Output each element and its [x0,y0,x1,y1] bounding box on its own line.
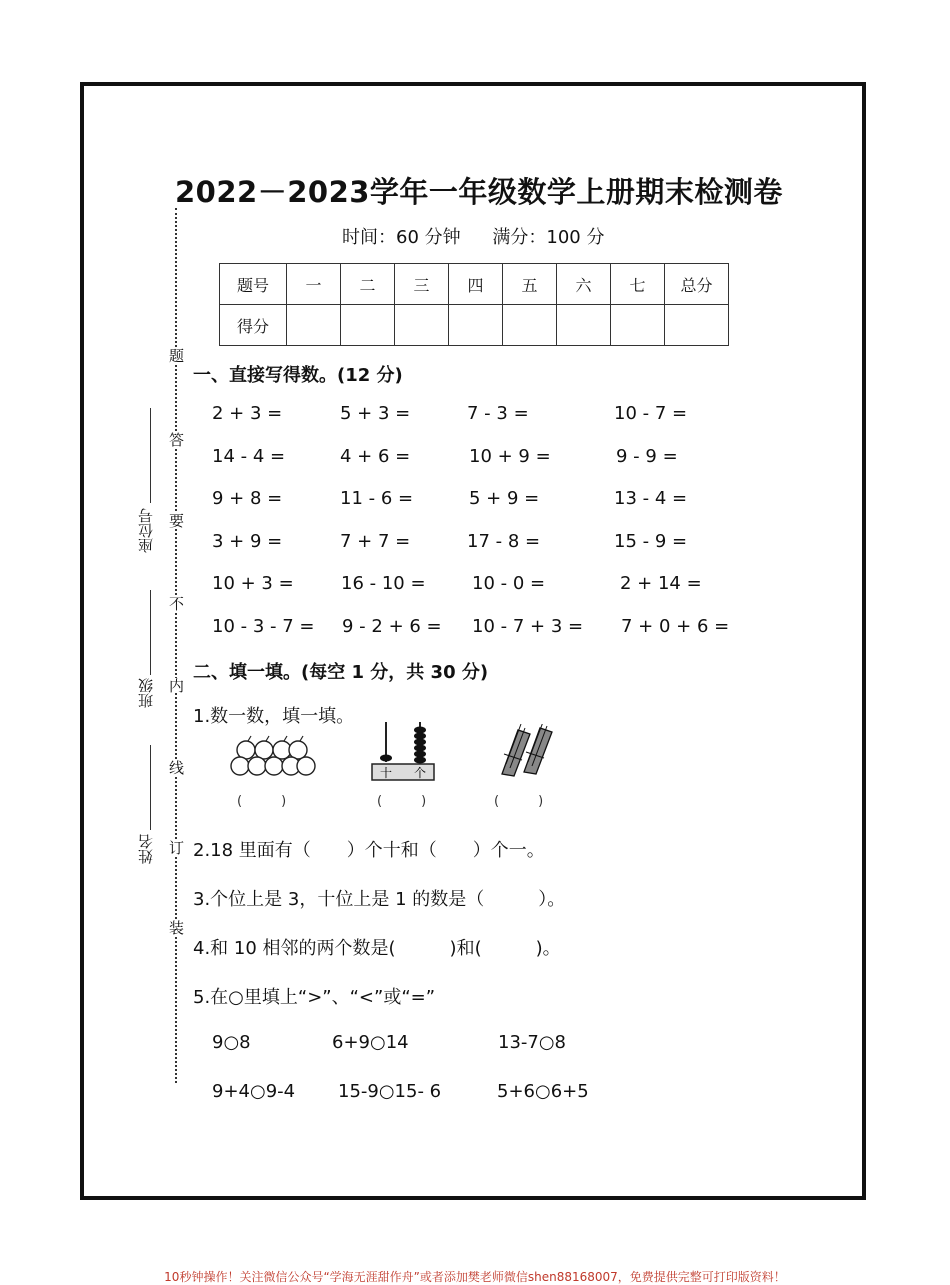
score-input-cell[interactable] [503,305,557,346]
score-cell: 三 [395,264,449,305]
arithmetic-item: 14 - 4 = [212,446,286,467]
answer-blank[interactable]: ( ) [494,794,544,809]
apple-icon [248,757,266,775]
seal-char: 要 [167,513,185,528]
answer-blank[interactable]: ( ) [237,794,287,809]
apple-icon [237,741,255,759]
binding-dotted-line [175,208,177,1083]
question-4: 4.和 10 相邻的两个数是( )和( )。 [193,938,561,959]
class-line[interactable] [150,590,151,675]
arithmetic-item: 10 + 3 = [212,573,294,594]
score-cell: 总分 [665,264,729,305]
score-cell: 七 [611,264,665,305]
score-table-score-row [220,305,729,346]
arithmetic-item: 7 + 0 + 6 = [621,616,730,637]
arithmetic-item: 7 - 3 = [467,403,529,424]
score-cell: 题号 [220,264,287,305]
arithmetic-item: 15 - 9 = [614,531,688,552]
arithmetic-item: 4 + 6 = [340,446,411,467]
score-input-cell[interactable] [449,305,503,346]
stick-bundles-picture [494,724,560,778]
score-cell: 二 [341,264,395,305]
score-table [219,263,729,346]
compare-item: 15-9○15- 6 [338,1081,442,1102]
question-5: 5.在○里填上“>”、“<”或“=” [193,987,436,1008]
exam-subtitle [342,223,630,249]
score-cell: 五 [503,264,557,305]
compare-item: 6+9○14 [332,1032,409,1053]
compare-item: 9○8 [212,1032,251,1053]
abacus-bead [414,745,426,752]
abacus-bead [380,755,392,762]
arithmetic-item: 5 + 3 = [340,403,411,424]
arithmetic-item: 9 - 9 = [616,446,678,467]
seat-number-line[interactable] [150,408,151,503]
apple-icon [255,741,273,759]
time-limit: 时间：60 分钟 [342,227,461,248]
class-label: 班级 [137,678,155,708]
arithmetic-item: 17 - 8 = [467,531,541,552]
seal-char: 装 [167,920,185,935]
abacus-tens-label: 十 [379,766,393,780]
arithmetic-item: 3 + 9 = [212,531,283,552]
seal-char: 线 [167,760,185,775]
seal-char: 题 [167,348,185,363]
compare-item: 9+4○9-4 [212,1081,296,1102]
arithmetic-item: 10 - 7 = [614,403,688,424]
abacus-bead [414,727,426,734]
abacus-bead [414,757,426,764]
abacus-bead [414,751,426,758]
promo-footer: 10秒钟操作！关注微信公众号“学海无涯甜作舟”或者添加樊老师微信shen88168007，免费提供完整可打印版资料！ [164,1270,786,1284]
abacus-ones-label: 个 [413,766,427,780]
answer-blank[interactable]: ( ) [377,794,427,809]
arithmetic-item: 10 + 9 = [469,446,551,467]
arithmetic-item: 5 + 9 = [469,488,540,509]
name-line[interactable] [150,745,151,830]
arithmetic-item: 10 - 7 + 3 = [472,616,584,637]
score-cell: 得分 [220,305,287,346]
score-input-cell[interactable] [557,305,611,346]
apple-icon [273,741,291,759]
score-input-cell[interactable] [395,305,449,346]
arithmetic-item: 2 + 3 = [212,403,283,424]
score-input-cell[interactable] [341,305,395,346]
arithmetic-item: 7 + 7 = [340,531,411,552]
arithmetic-item: 9 + 8 = [212,488,283,509]
section2-heading: 二、填一填。(每空 1 分，共 30 分) [193,662,489,683]
arithmetic-item: 11 - 6 = [340,488,414,509]
abacus-picture [370,718,438,784]
exam-title: 2022－2023学年一年级数学上册期末检测卷 [175,175,783,209]
compare-item: 13-7○8 [498,1032,567,1053]
apple-icon [265,757,283,775]
question-1: 1.数一数，填一填。 [193,706,355,727]
score-table-header-row [220,264,729,305]
abacus-bead [414,733,426,740]
full-score: 满分：100 分 [492,227,605,248]
arithmetic-item: 2 + 14 = [620,573,702,594]
score-cell: 四 [449,264,503,305]
abacus-bead [414,739,426,746]
arithmetic-item: 16 - 10 = [341,573,426,594]
seal-char: 内 [167,678,185,693]
arithmetic-item: 10 - 0 = [472,573,546,594]
score-input-cell[interactable] [287,305,341,346]
arithmetic-item: 13 - 4 = [614,488,688,509]
arithmetic-item: 9 - 2 + 6 = [342,616,442,637]
name-label: 姓名 [137,834,155,864]
section1-heading: 一、直接写得数。(12 分) [193,365,403,386]
apple-icon [231,757,249,775]
score-input-cell[interactable] [665,305,729,346]
seal-char: 答 [167,432,185,447]
seat-number-label: 座位号 [137,508,155,553]
apple-icon [289,741,307,759]
score-cell: 一 [287,264,341,305]
arithmetic-item: 10 - 3 - 7 = [212,616,315,637]
apple-icon [297,757,315,775]
score-input-cell[interactable] [611,305,665,346]
page-border [80,82,866,1200]
seal-char: 不 [167,596,185,611]
compare-item: 5+6○6+5 [497,1081,589,1102]
apples-picture [228,733,318,781]
seal-char: 订 [167,840,185,855]
score-cell: 六 [557,264,611,305]
question-3: 3.个位上是 3，十位上是 1 的数是（ ）。 [193,889,566,910]
question-2: 2.18 里面有（ ）个十和（ ）个一。 [193,840,545,861]
